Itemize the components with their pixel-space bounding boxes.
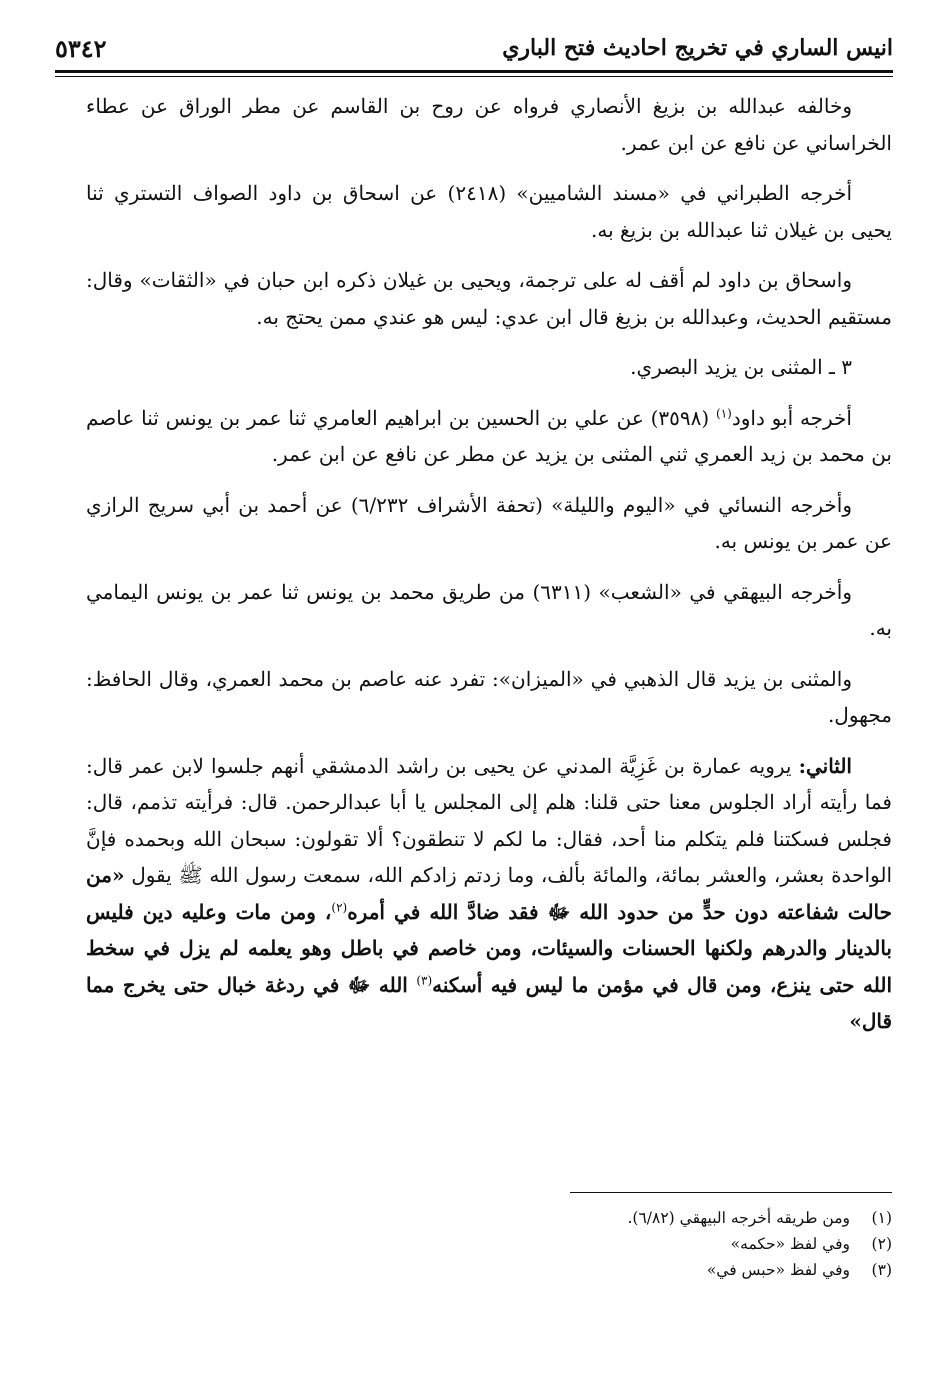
- footnote: [470, 1205, 892, 1231]
- footnote-number: (٢): [871, 1235, 892, 1253]
- page-header: [55, 28, 893, 68]
- header-rule-thin: [55, 76, 893, 77]
- paragraph-text: (٣٥٩٨) عن علي بن الحسين بن ابراهيم العامري ثنا عمر بن يونس ثنا عاصم بن محمد بن زيد العمري ثني المثنى بن يزيد عن مطر عن نافع عن ابن عمر.: [86, 405, 892, 466]
- footnote-separator: [570, 1192, 892, 1193]
- page-body: [86, 88, 892, 1054]
- paragraph-lead: الثاني:: [798, 753, 852, 778]
- footnote-number: (٣): [871, 1261, 892, 1279]
- footnote-ref: (١): [716, 405, 732, 420]
- footnote-number: (١): [871, 1209, 892, 1227]
- footnote: [470, 1257, 892, 1283]
- footnote-ref: (٢): [331, 899, 348, 914]
- hadith-text: «من حالت شفاعته دون حدٍّ من حدود الله ﷻ فقد ضادَّ الله في أمره: [86, 863, 892, 924]
- paragraph: أخرجه الطبراني في «مسند الشاميين» (٢٤١٨) عن اسحاق بن داود الصواف التستري ثنا يحيى بن غيلان ثنا عبدالله بن بزيغ به.: [86, 181, 892, 242]
- hadith-paragraph: [86, 748, 892, 1040]
- paragraph: وأخرجه البيهقي في «الشعب» (٦٣١١) من طريق محمد بن يونس ثنا عمر بن يونس اليمامي به.: [86, 579, 892, 640]
- footnote-text: وفي لفظ «حكمه»: [730, 1235, 850, 1253]
- section-heading: ٣ ـ المثنى بن يزيد البصري.: [630, 355, 852, 379]
- footnote-text: ومن طريقه أخرجه البيهقي (٦/٨٢).: [627, 1209, 850, 1227]
- running-title: انيس الساري في تخريج احاديث فتح الباري: [502, 35, 893, 61]
- footnotes: [470, 1205, 892, 1283]
- paragraph: [86, 400, 892, 473]
- paragraph: وخالفه عبدالله بن بزيغ الأنصاري فرواه عن روح بن القاسم عن مطر الوراق عن عطاء الخراساني عن نافع عن ابن عمر.: [86, 94, 892, 155]
- paragraph-text: أخرجه أبو داود: [731, 405, 852, 430]
- footnote: [470, 1231, 892, 1257]
- header-rule-thick: [55, 70, 893, 73]
- page-number: ٥٣٤٢: [55, 33, 107, 63]
- paragraph: واسحاق بن داود لم أقف له على ترجمة، ويحيى بن غيلان ذكره ابن حبان في «الثقات» وقال: مستقيم الحديث، وعبدالله بن بزيغ قال ابن عدي: ليس هو عندي ممن يحتج به.: [86, 268, 892, 329]
- footnote-ref: (٣): [416, 972, 433, 987]
- paragraph: والمثنى بن يزيد قال الذهبي في «الميزان»: تفرد عنه عاصم بن محمد العمري، وقال الحافظ: مجهول.: [86, 666, 892, 727]
- hadith-text: ، ومن مات وعليه دين فليس بالدينار والدرهم ولكنها الحسنات والسيئات، ومن خاصم في باطل وهو يعلمه لم يزل في سخط الله حتى ينزع، ومن قال في مؤمن ما ليس فيه أسكنه: [86, 899, 892, 997]
- footnote-text: وفي لفظ «حبس في»: [706, 1261, 850, 1279]
- paragraph: وأخرجه النسائي في «اليوم والليلة» (تحفة الأشراف ٦/٢٣٢) عن أحمد بن أبي سريج الرازي عن عمر بن يونس به.: [86, 492, 892, 553]
- hadith-text: الله ﷻ في ردغة خبال حتى يخرج مما قال»: [86, 972, 892, 1033]
- paragraph-text: يرويه عمارة بن غَزِيَّة المدني عن يحيى بن راشد الدمشقي أنهم جلسوا لابن عمر قال: فما رأيته أراد الجلوس معنا حتى قلنا: هلم إلى المجلس يا أبا عبدالرحمن. قال: فرأيته تذمم، قال: فجلس فسكتنا فلم يتكلم منا أحد، فقال: ما لكم لا تنطقون؟ ألا تقولون: سبحان الله وبحمده فإنَّ الواحدة بعشر، والعشر بمائة، والمائة بألف، وما زدتم زادكم الله، سمعت رسول الله ﷺ يقول: [86, 753, 892, 887]
